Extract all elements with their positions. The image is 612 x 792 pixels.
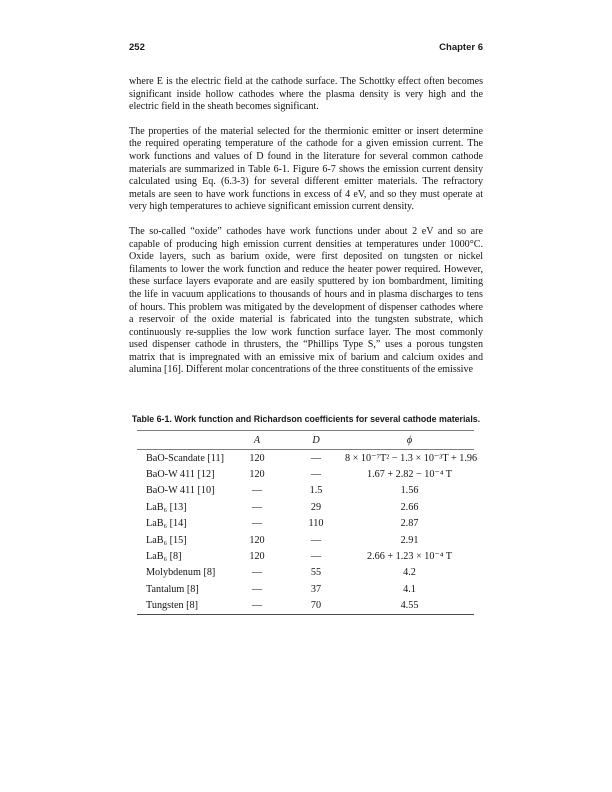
cell-phi-value: 1.67 + 2.82 − 10⁻⁴ T — [366, 469, 453, 481]
table-row — [137, 548, 474, 564]
cell-a-value: — — [251, 600, 263, 612]
cell-phi-value: 4.55 — [400, 600, 419, 612]
cell-phi-value: 8 × 10⁻⁷T² − 1.3 × 10⁻³T + 1.96 — [345, 452, 478, 464]
cell-a-value: — — [251, 518, 263, 530]
cell-material: LaB₆ [8] — [146, 551, 182, 563]
cell-material: LaB₆ [13] — [146, 501, 187, 513]
data-table — [137, 430, 478, 615]
cell-material: Molybdenum [8] — [146, 567, 216, 579]
cell-material: Tungsten [8] — [146, 600, 198, 612]
paragraph: The properties of the material selected for the thermionic emitter or insert determine the required operating temperature of the cathode for a given emission current. The work functions and values of D found in the literature for several common cathode materials are summarized in Table 6-1. Figure 6-7 shows the emission current density calculated using Eq. (6.3-3) for several different emitter materials. The refractory metals are seen to have work functions in excess of 4 eV, and so they must operate at very high temperatures to achieve significant emission current density. — [129, 125, 483, 213]
table-row — [137, 499, 474, 515]
table-row — [137, 598, 474, 614]
body-text — [129, 76, 483, 389]
chapter-label: Chapter 6 — [439, 42, 483, 53]
cell-a-value: 120 — [249, 452, 265, 464]
table-row — [137, 483, 474, 499]
paragraph: The so-called “oxide” cathodes have work functions under about 2 eV and so are capable of producing high emission current densities at temperatures under 1000°C. Oxide layers, such as barium oxide, were first deposited on tungsten or nickel filaments to lower the work function and reduce the heater power required. However, these surface layers evaporate and are easily sputtered by ion bombardment, limiting the life in vacuum applications to thousands of hours and in plasma discharges to tens of hours. This problem was mitigated by the development of dispenser cathodes where a reservoir of the oxide material is fabricated into the tungsten substrate, which continuously re-supplies the low work function surface layer. The most commonly used dispenser cathode in thrusters, the “Phillips Type S,” uses a porous tungsten matrix that is impregnated with an emissive mix of barium and calcium oxides and alumina [16]. Different molar concentrations of the three constituents of the emissive — [129, 225, 483, 376]
cell-material: LaB₆ [14] — [146, 518, 187, 530]
cell-d-value: — — [310, 469, 322, 481]
table-row — [137, 466, 474, 482]
cell-phi-value: 2.87 — [400, 518, 419, 530]
running-header — [129, 42, 483, 53]
header-a-coefficient: A — [253, 434, 261, 446]
cell-d-value: 1.5 — [309, 485, 323, 497]
cell-d-value: — — [310, 534, 322, 546]
cell-material: BaO-Scandate [11] — [146, 452, 224, 464]
cell-d-value: — — [310, 452, 322, 464]
cell-d-value: 70 — [310, 600, 322, 612]
cell-d-value: 110 — [308, 518, 324, 530]
cell-d-value: 37 — [310, 583, 322, 595]
table-row — [137, 516, 474, 532]
cell-a-value: 120 — [249, 469, 265, 481]
page-number: 252 — [129, 42, 145, 53]
cell-phi-value: 1.56 — [400, 485, 419, 497]
cell-phi-value: 2.66 + 1.23 × 10⁻⁴ T — [366, 551, 453, 563]
cell-material: Tantalum [8] — [146, 583, 199, 595]
cell-d-value: — — [310, 551, 322, 563]
paragraph: where E is the electric field at the cathode surface. The Schottky effect often becomes significant inside hollow cathodes where the plasma density is very high and the electric field in the sheath becomes significant. — [129, 76, 483, 113]
cell-material: BaO-W 411 [10] — [146, 485, 215, 497]
cell-phi-value: 2.91 — [400, 534, 419, 546]
cell-a-value: 120 — [249, 534, 265, 546]
table-row — [137, 450, 478, 466]
table-row — [137, 532, 474, 548]
table-row — [137, 581, 474, 597]
cell-a-value: 120 — [249, 551, 265, 563]
cell-phi-value: 4.1 — [403, 583, 416, 595]
cell-phi-value: 4.2 — [403, 567, 416, 579]
cell-a-value: — — [251, 583, 263, 595]
cell-a-value: — — [251, 485, 263, 497]
cell-a-value: — — [251, 567, 263, 579]
cell-d-value: 55 — [310, 567, 322, 579]
cell-a-value: — — [251, 501, 263, 513]
cell-material: BaO-W 411 [12] — [146, 469, 215, 481]
header-work-function: ϕ — [406, 434, 413, 446]
table-row — [137, 565, 474, 581]
header-d-coefficient: D — [312, 434, 320, 446]
table-header-row — [137, 431, 474, 450]
cell-phi-value: 2.66 — [400, 501, 419, 513]
cell-material: LaB₆ [15] — [146, 534, 187, 546]
table-caption: Table 6-1. Work function and Richardson coefficients for several cathode materials. — [131, 414, 481, 424]
cell-d-value: 29 — [310, 501, 322, 513]
